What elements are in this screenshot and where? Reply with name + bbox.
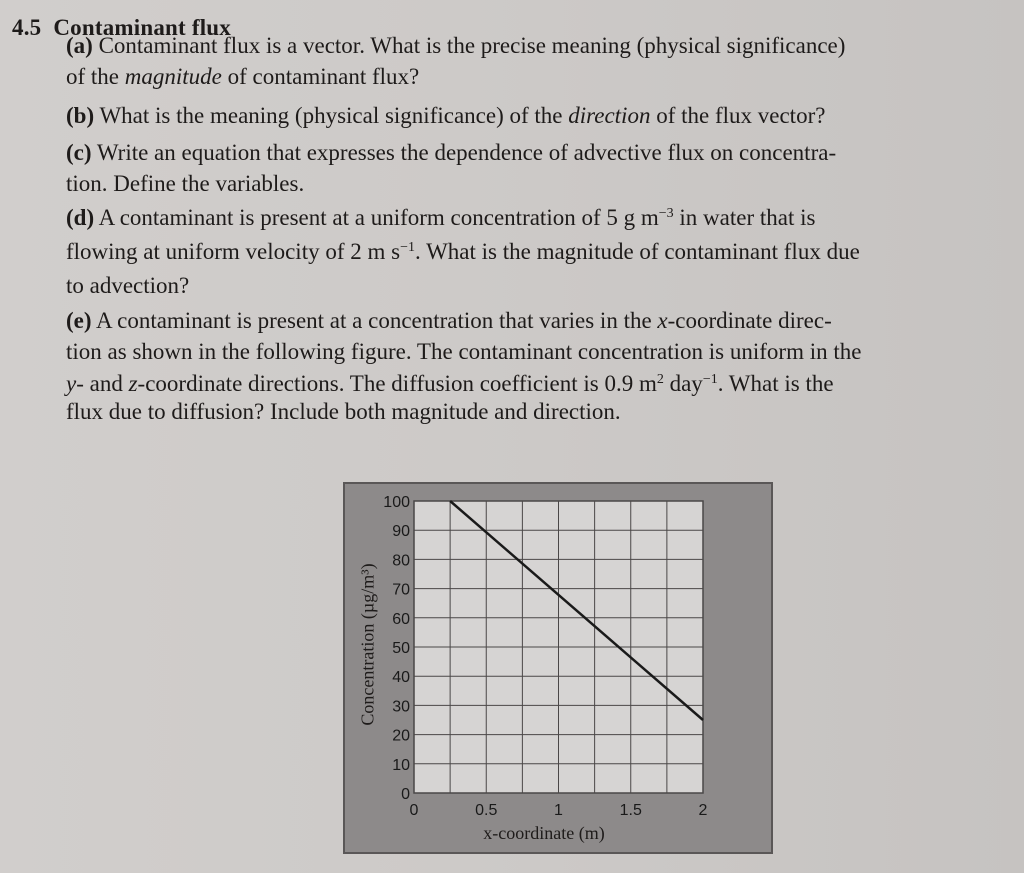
- question-a-text2b: of contaminant flux?: [227, 64, 420, 89]
- x-tick-label: 2: [698, 802, 708, 819]
- question-d-label: (d): [66, 205, 95, 230]
- question-e-text1a: A contaminant is present at a concentration that varies in the: [96, 308, 652, 333]
- question-e-emphasis-x: x: [657, 308, 668, 333]
- question-e-line4: [66, 396, 1011, 427]
- y-tick-label: 80: [392, 552, 410, 570]
- question-d-line1: [66, 202, 1011, 233]
- question-d-sup1: −3: [658, 206, 674, 221]
- question-e-text3a: - and: [76, 371, 123, 396]
- question-d-sup2: −1: [400, 240, 415, 255]
- y-tick-label: 10: [392, 756, 410, 774]
- question-d-line3: [66, 270, 1011, 301]
- y-tick-label: 100: [383, 494, 410, 511]
- question-d-text1a: A contaminant is present at a uniform concentration of 5 g m: [98, 205, 659, 230]
- question-b-line1: [66, 100, 1011, 131]
- question-e-text3d: . What is the: [717, 371, 834, 396]
- x-tick-label: 0.5: [475, 802, 498, 819]
- y-tick-label: 70: [392, 581, 410, 599]
- question-d-text3: to advection?: [66, 273, 190, 298]
- question-c-label: (c): [66, 140, 92, 165]
- question-c-text1: Write an equation that expresses the dependence of advective flux on concentra-: [96, 140, 837, 165]
- question-e-text3b: -coordinate directions. The diffusion coefficient is 0.9 m: [137, 371, 657, 396]
- question-a-line2: [66, 61, 1011, 92]
- question-e-emphasis-z: z: [128, 371, 138, 396]
- section-number: 4.5: [12, 15, 42, 40]
- section-title: Contaminant flux: [53, 15, 232, 40]
- chart-x-axis-title: x-coordinate (m): [483, 823, 605, 843]
- question-b-text-b: of the flux vector?: [656, 103, 826, 128]
- question-c-line1: [66, 137, 1011, 168]
- question-a-line1: [66, 30, 1011, 61]
- question-e-text2: tion as shown in the following figure. The contaminant concentration is uniform in the: [66, 339, 862, 364]
- question-e-text4: flux due to diffusion? Include both magnitude and direction.: [66, 399, 621, 424]
- question-e-line2: [66, 336, 1011, 367]
- y-tick-label: 0: [401, 786, 410, 803]
- question-d-text2b: . What is the magnitude of contaminant flux due: [415, 239, 860, 264]
- concentration-chart: [343, 482, 773, 854]
- question-b-text-a: What is the meaning (physical significance) of the: [99, 103, 563, 128]
- chart-svg: [345, 484, 771, 852]
- x-tick-label: 1: [554, 802, 563, 819]
- x-tick-label: 1.5: [619, 802, 642, 819]
- chart-y-axis-title: Concentration (µg/m³): [357, 563, 378, 726]
- question-e-line1: [66, 305, 1011, 336]
- question-e-emphasis-y: y: [66, 371, 77, 396]
- question-c-line2: [66, 168, 1011, 199]
- question-d-line2: [66, 236, 1011, 267]
- y-tick-label: 50: [392, 640, 410, 657]
- question-e-line3: [66, 368, 1011, 399]
- y-tick-label: 40: [392, 669, 410, 687]
- question-d-text2a: flowing at uniform velocity of 2 m s: [66, 239, 401, 264]
- question-e-text3c: day: [663, 371, 703, 396]
- question-d-text1b: in water that is: [673, 205, 816, 230]
- y-tick-label: 90: [392, 523, 410, 541]
- question-a-label: (a): [66, 33, 93, 58]
- question-c-text2: tion. Define the variables.: [66, 171, 305, 196]
- y-tick-label: 30: [392, 698, 410, 716]
- x-tick-label: 0: [409, 802, 419, 819]
- question-e-sup3: 2: [656, 372, 664, 387]
- y-tick-label: 60: [392, 610, 410, 628]
- question-b-label: (b): [66, 103, 95, 128]
- question-a-emphasis: magnitude: [124, 64, 222, 89]
- question-e-text1b: -coordinate direc-: [667, 308, 832, 333]
- question-a-text1: Contaminant flux is a vector. What is the precise meaning (physical significance): [98, 33, 846, 58]
- question-a-text2a: of the: [66, 64, 120, 89]
- question-e-sup4: −1: [702, 372, 718, 387]
- question-e-label: (e): [66, 308, 92, 333]
- question-b-emphasis: direction: [568, 103, 651, 128]
- y-tick-label: 20: [392, 727, 410, 745]
